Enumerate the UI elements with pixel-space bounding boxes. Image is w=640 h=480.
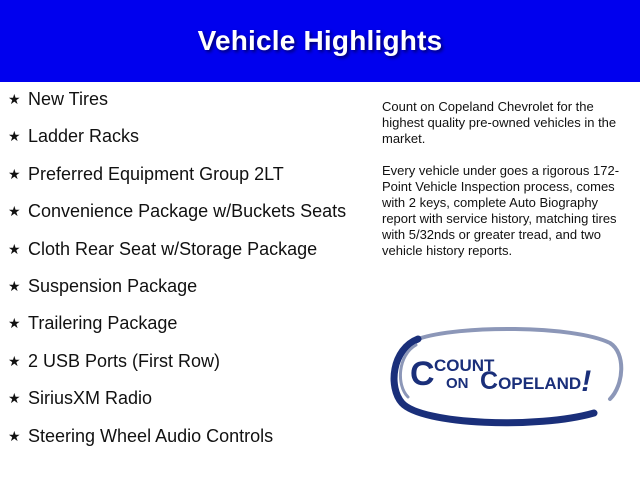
list-item [8, 200, 358, 222]
list-item [8, 238, 358, 260]
feature-label: 2 USB Ports (First Row) [28, 350, 221, 371]
logo-text-count: COUNT [434, 356, 495, 375]
logo-initial-c: C [410, 355, 435, 393]
star-icon: ★ [8, 203, 21, 220]
logo-text-on: ON [446, 375, 469, 392]
page-title: Vehicle Highlights [197, 25, 443, 56]
feature-label: Ladder Racks [28, 126, 140, 147]
dealer-paragraph-inspection: Every vehicle under goes a rigorous 172-Point Vehicle Inspection process, comes with 2 keys, complete Auto Biography report with service history, matching tires with 5/32nds or greater tread, and two vehicle history reports. [382, 163, 620, 258]
list-item [8, 312, 358, 334]
star-icon: ★ [8, 352, 21, 369]
feature-label: SiriusXM Radio [28, 388, 153, 409]
star-icon: ★ [8, 240, 21, 257]
star-icon: ★ [8, 91, 21, 107]
list-item [8, 350, 358, 372]
feature-label: Steering Wheel Audio Controls [28, 425, 274, 446]
star-icon: ★ [8, 427, 21, 444]
star-icon: ★ [8, 128, 21, 145]
feature-label: Convenience Package w/Buckets Seats [28, 201, 347, 222]
list-item [8, 425, 358, 447]
feature-list [8, 88, 358, 462]
dealer-paragraph-quality: Count on Copeland Chevrolet for the highest quality pre-owned vehicles in the market. [382, 99, 617, 146]
logo-text-copeland: COPELAND! [480, 365, 592, 398]
feature-label: Preferred Equipment Group 2LT [28, 163, 284, 184]
star-icon: ★ [8, 165, 21, 182]
star-icon: ★ [8, 390, 21, 407]
count-on-copeland-logo [388, 325, 624, 429]
list-item [8, 387, 358, 409]
list-item [8, 275, 358, 297]
star-icon: ★ [8, 315, 21, 332]
star-icon: ★ [8, 277, 21, 294]
list-item [8, 125, 358, 147]
header-banner [0, 0, 640, 82]
feature-label: New Tires [28, 89, 109, 109]
list-item [8, 163, 358, 185]
feature-label: Suspension Package [28, 275, 198, 296]
feature-label: Cloth Rear Seat w/Storage Package [28, 238, 318, 259]
feature-label: Trailering Package [28, 313, 178, 334]
dealer-info [382, 99, 632, 275]
list-item [8, 88, 358, 110]
